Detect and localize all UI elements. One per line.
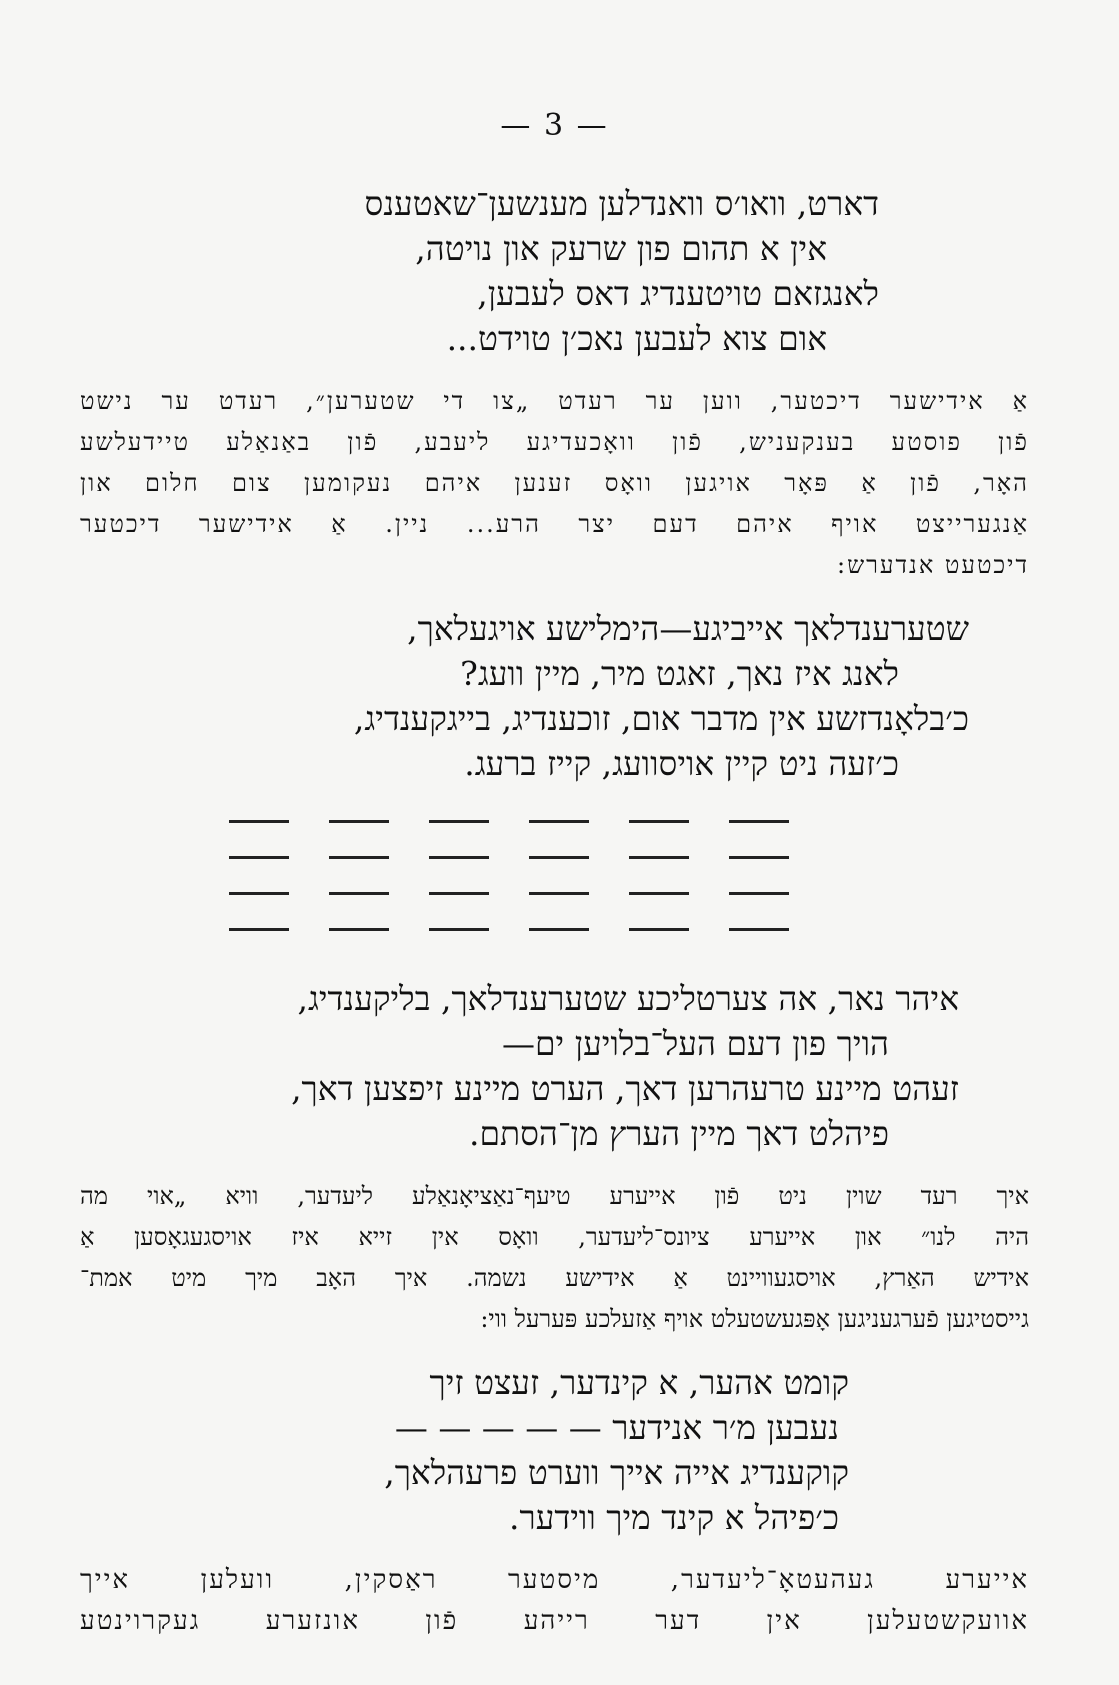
verse-stanza-1	[80, 181, 1029, 361]
verse-line: איהר נאר, אה צערטליכע שטערענדלאך, בליקענדיג,	[297, 979, 959, 1018]
prose-line: אידיש האַרץ, אויסגעוויינט אַ אידישע נשמה. איך האָב מיך מיט אמת־	[80, 1264, 1029, 1292]
prose-line: האָר, פֿון אַ פּאָר אויגען וואָס זענען איהם נעקומען צום חלום און	[80, 469, 1029, 497]
verse-line: לאנגזאם טויטענדיג דאס לעבען,	[477, 274, 879, 313]
prose-line: אייערע געהעטאָ־ליעדער, מיסטער ראַסקין, וועלען אייך	[80, 1565, 1029, 1595]
verse-stanza-2	[80, 606, 1029, 786]
prose-line: גייסטיגען פֿערגעניגען אָפּגעשטעלט אויף אַזעלכע פּערעל ווי:	[480, 1305, 1029, 1333]
verse-line: קומט אהער, א קינדער, זעצט זיך	[429, 1363, 849, 1402]
verse-line: קוקענדיג אייה אייך ווערט פרעהלאך,	[384, 1453, 849, 1492]
prose-line: היה לנו״ און אייערע ציונס־ליעדער, וואָס אין זייא איז אויסגעגאָסען אַ	[80, 1223, 1029, 1251]
verse-line: כ׳זעה ניט קיין אויסוועג, קייז ברעג.	[464, 744, 899, 783]
prose-paragraph-1	[80, 381, 1029, 586]
prose-line: אַ אידישער דיכטער, ווען ער רעדט „צו די שטערען״, רעדט ער נישט	[80, 387, 1029, 415]
verse-line: הויך פון דעם העל־בלויען ים—	[501, 1024, 889, 1063]
dash-row	[80, 806, 789, 842]
verse-stanza-3	[80, 976, 1029, 1156]
page-number: — 3 —	[500, 108, 609, 143]
verse-line: אום צוא לעבען נאכ׳ן טוידט...	[446, 319, 827, 358]
prose-line: פֿון פוסטע בענקעניש, פֿון וואָכעדיגע ליעבע, פֿון באַנאַלע טיידעלשע	[80, 428, 1029, 456]
dash-row	[80, 878, 789, 914]
verse-line: נעבען מ׳ר אנידער — — — — —	[394, 1408, 839, 1447]
verse-line: פיהלט דאך מיין הערץ מן־הסתם.	[468, 1114, 889, 1153]
verse-line: שטערענדלאך אייביגע—הימלישע אויגעלאך,	[407, 609, 969, 648]
prose-line: איך רעד שוין ניט פֿון אייערע טיעף־נאַציאָנאַלע ליעדער, וויא „אוי מה	[80, 1182, 1029, 1210]
verse-line: לאנג איז נאך, זאגט מיר, מיין וועג?	[460, 654, 899, 693]
ellipsis-dash-rows	[80, 806, 1029, 950]
prose-line: דיכטעט אנדערש:	[837, 551, 1029, 579]
verse-line: זעהט מיינע טרעהרען דאך, הערט מיינע זיפצען דאך,	[291, 1069, 959, 1108]
dash-row	[80, 842, 789, 878]
dash-row	[80, 914, 789, 950]
verse-line: דארט, וואו׳ס וואנדלען מענשען־שאטענס	[364, 184, 879, 223]
prose-paragraph-3	[80, 1560, 1029, 1642]
prose-paragraph-2	[80, 1176, 1029, 1340]
verse-line: כ׳בלאָנדזשע אין מדבר אום, זוכענדיג, בייגקענדיג,	[353, 699, 969, 738]
prose-line: אַנגערייצט אויף איהם דעם יצר הרע... ניין. אַ אידישער דיכטער	[80, 510, 1029, 538]
verse-line: אין א תהום פון שרעק און נויטה,	[415, 229, 827, 268]
verse-line: כ׳פיהל א קינד מיך ווידער.	[509, 1498, 839, 1537]
prose-line: אוועקשטעלען אין דער רייהע פֿון אונזערע געקרוינטע	[80, 1606, 1029, 1636]
verse-stanza-4	[80, 1360, 1029, 1540]
